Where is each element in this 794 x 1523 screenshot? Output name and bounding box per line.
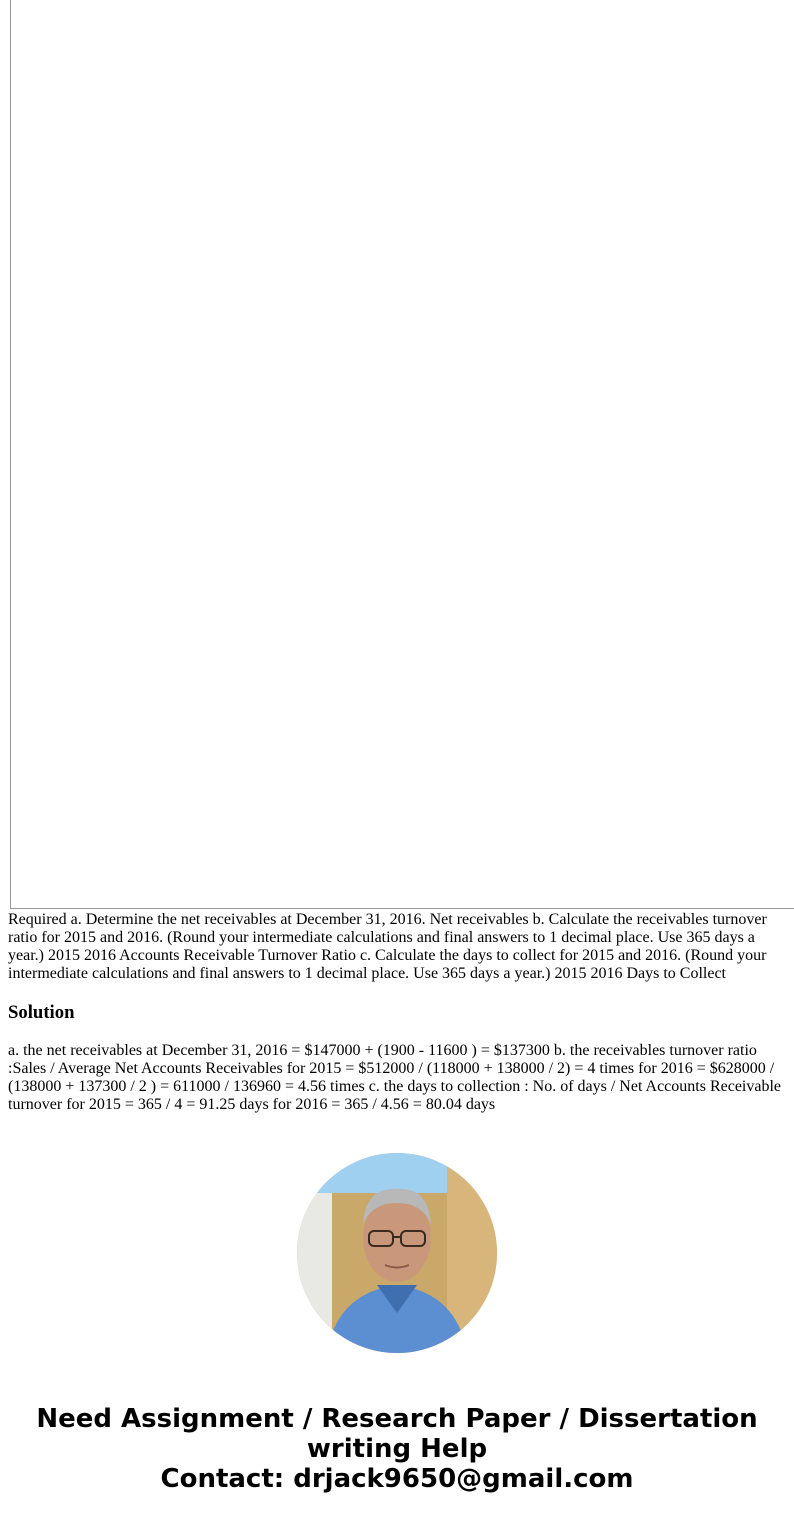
promo-contact: Contact: drjack9650@gmail.com (160, 1464, 634, 1494)
question-image-placeholder (10, 0, 794, 909)
tutor-avatar (297, 1153, 497, 1353)
promo-banner (0, 1404, 794, 1494)
solution-heading: Solution (8, 1002, 75, 1023)
solution-text: a. the net receivables at December 31, 2016 = $147000 + (1900 - 11600 ) = $137300 b. the receivables turnover ratio :Sales / Average Net Accounts Receivables for 2015 = $512000 / (118000 + 138000 / 2) = 4 times for 2016 = $628000 / (138000 + 137300 / 2 ) = 611000 / 136960 = 4.56 times c. the days to collection : No. of days / Net Accounts Receivable turnover for 2015 = 365 / 4 = 91.25 days for 2016 = 365 / 4.56 = 80.04 days (8, 1042, 782, 1113)
promo-line-1: Need Assignment / Research Paper / Dissertation writing Help (36, 1404, 758, 1464)
question-text: Required a. Determine the net receivables at December 31, 2016. Net receivables b. Calculate the receivables turnover ratio for 2015 and 2016. (Round your intermediate calculations and final answers to 1 decimal place. Use 365 days a year.) 2015 2016 Accounts Receivable Turnover Ratio c. Calculate the days to collect for 2015 and 2016. (Round your intermediate calculations and final answers to 1 decimal place. Use 365 days a year.) 2015 2016 Days to Collect (8, 911, 767, 982)
tutor-portrait (297, 1153, 497, 1353)
